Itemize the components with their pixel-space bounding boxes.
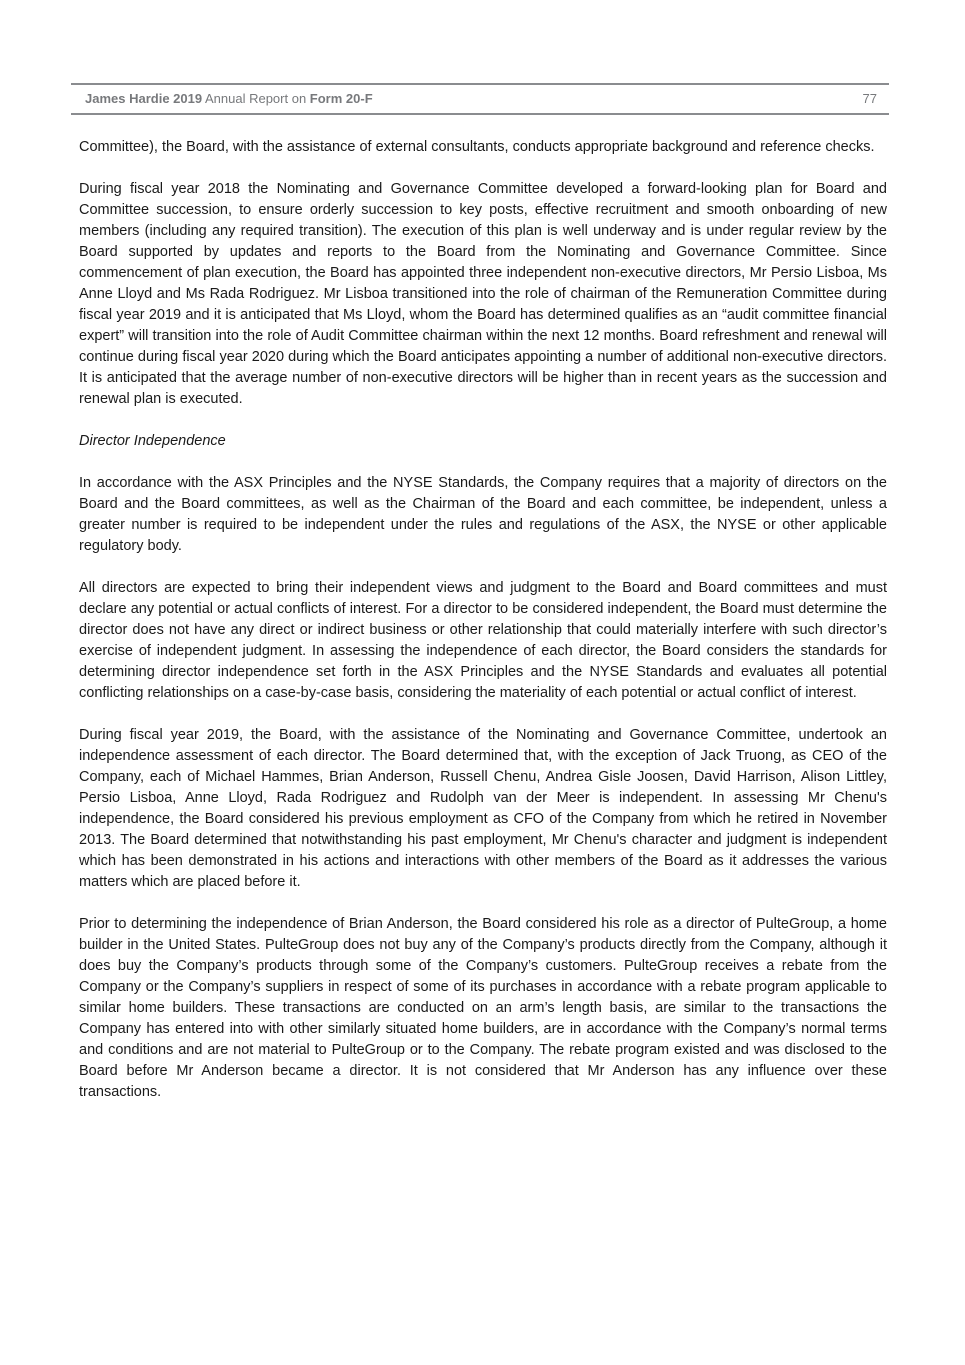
paragraph-fy2019-assessment: During fiscal year 2019, the Board, with the assistance of the Nominating and Governance Committee, undertook an independence assessment of each director. The Board determined that, with the exception of Jack Truong, as CEO of the Company, each of Michael Hammes, Brian Anderson, Russell Chenu, Andrea Gisle Joosen, David Harrison, Alison Littley, Persio Lisboa, Anne Lloyd, Rada Rodriguez and Rudolph van der Meer is independent. In assessing Mr Chenu's independence, the Board considered his previous employment as CFO of the Company from which he retired in November 2013. The Board determined that notwithstanding his past employment, Mr Chenu's character and judgment is independent which has been demonstrated in his actions and interactions with other members of the Board as it addresses the various matters which are placed before it. <box>79 727 887 890</box>
paragraph-brian-anderson-pultegroup: Prior to determining the independence of Brian Anderson, the Board considered his role as a director of PulteGroup, a home builder in the United States. PulteGroup does not buy any of the Company’s products directly from the Company, although it does buy the Company’s products through some of the Company’s customers. PulteGroup receives a rebate from the Company or the Company’s suppliers in respect of some of its purchases in accordance with a rebate program applicable to similar home builders. These transactions are conducted on an arm’s length basis, are similar to the transactions the Company has entered into with other similarly situated home builders, are in accordance with the Company’s normal terms and conditions and are not material to PulteGroup or to the Company. The rebate program existed and was disclosed to the Board before Mr Anderson became a director. It is not considered that Mr Anderson has any influence over these transactions. <box>79 916 887 1100</box>
section-heading-director-independence: Director Independence <box>79 433 226 449</box>
report-title <box>85 85 373 113</box>
page-header <box>71 83 889 115</box>
paragraph-independence-standards: All directors are expected to bring their independent views and judgment to the Board and Board committees and must declare any potential or actual conflicts of interest. For a director to be considered independent, the Board must determine the director does not have any direct or indirect business or other relationship that could materially interfere with such director’s exercise of independent judgment. In assessing the independence of each director, the Board considers the standards for determining director independence set forth in the ASX Principles and the NYSE Standards and evaluates all potential conflicting relationships on a case-by-case basis, considering the materiality of each potential or actual conflict of interest. <box>79 580 887 701</box>
paragraph-committee-checks: Committee), the Board, with the assistance of external consultants, conducts appropriate background and reference checks. <box>79 139 875 155</box>
paragraph-succession-plan: During fiscal year 2018 the Nominating and Governance Committee developed a forward-looking plan for Board and Committee succession, to ensure orderly succession to key posts, effective recruitment and smooth onboarding of new members (including any required transition). The execution of this plan is well underway and is under regular review by the Board supported by updates and reports to the Board from the Nominating and Governance Committee. Since commencement of plan execution, the Board has appointed three independent non-executive directors, Mr Persio Lisboa, Ms Anne Lloyd and Ms Rada Rodriguez. Mr Lisboa transitioned into the role of chairman of the Remuneration Committee during fiscal year 2019 and it is anticipated that Ms Lloyd, whom the Board has determined qualifies as an “audit committee financial expert” will transition into the role of Audit Committee chairman within the next 12 months. Board refreshment and renewal will continue during fiscal year 2020 during which the Board anticipates appointing a number of additional non-executive directors. It is anticipated that the average number of non-executive directors will be higher than in recent years as the succession and renewal plan is executed. <box>79 181 887 407</box>
document-body <box>79 137 887 1103</box>
paragraph-asx-nyse-requirements: In accordance with the ASX Principles and the NYSE Standards, the Company requires that a majority of directors on the Board and the Board committees, as well as the Chairman of the Board and each committee, be independent, unless a greater number is required to be independent under the rules and regulations of the ASX, the NYSE or other applicable regulatory body. <box>79 475 887 554</box>
report-title-form: Form 20-F <box>309 91 373 106</box>
report-title-brand: James Hardie 2019 <box>85 91 203 106</box>
report-title-middle: Annual Report on <box>202 91 310 106</box>
header-bottom-rule <box>71 113 889 115</box>
page-number: 77 <box>862 91 877 106</box>
